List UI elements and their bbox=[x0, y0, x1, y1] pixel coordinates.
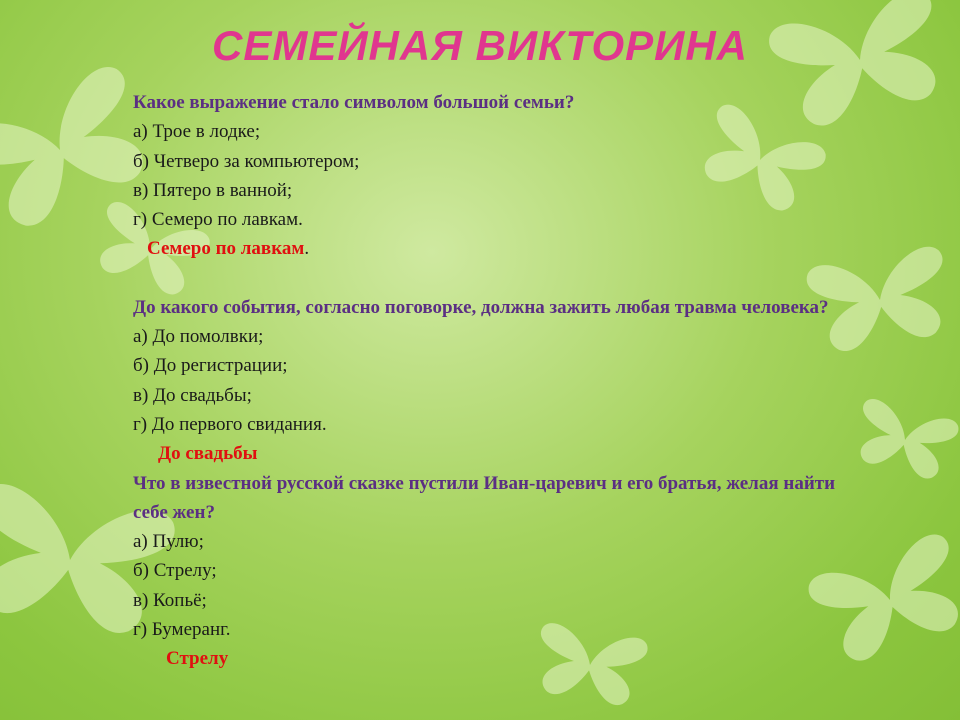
option-item: а) Трое в лодке; bbox=[133, 121, 261, 143]
option-item: а) До помолвки; bbox=[133, 326, 264, 348]
question-text: Что в известной русской сказке пустили Иван-царевич и его братья, желая найти себе жен? bbox=[133, 472, 836, 523]
answer-line bbox=[133, 439, 853, 468]
butterfly-icon bbox=[849, 397, 960, 484]
option-item: б) Четверо за компьютером; bbox=[133, 150, 360, 172]
answer-text: Стрелу bbox=[166, 648, 229, 670]
option-item: б) Стрелу; bbox=[133, 560, 217, 582]
answer-line bbox=[133, 234, 853, 263]
question-text: Какое выражение стало символом большой семьи? bbox=[133, 92, 575, 113]
option-item: б) До регистрации; bbox=[133, 355, 288, 377]
option-item: г) Бумеранг. bbox=[133, 619, 231, 641]
quiz-content bbox=[133, 88, 853, 674]
option-item: а) Пулю; bbox=[133, 531, 204, 553]
question-block bbox=[133, 469, 853, 674]
option-item: в) Пятеро в ванной; bbox=[133, 179, 293, 201]
option-item: г) Семеро по лавкам. bbox=[133, 209, 303, 231]
answer-line bbox=[133, 644, 853, 673]
slide-title: СЕМЕЙНАЯ ВИКТОРИНА bbox=[211, 22, 749, 69]
question-block bbox=[133, 88, 853, 264]
answer-suffix: . bbox=[304, 238, 310, 260]
question-text: До какого события, согласно поговорке, должна зажить любая травма человека? bbox=[133, 296, 829, 318]
option-item: в) Копьё; bbox=[133, 589, 207, 611]
answer-text: Семеро по лавкам bbox=[147, 238, 305, 260]
option-item: в) До свадьбы; bbox=[133, 384, 252, 406]
answer-text: До свадьбы bbox=[158, 443, 258, 465]
spacer bbox=[133, 264, 853, 293]
option-item: г) До первого свидания. bbox=[133, 413, 327, 435]
question-block bbox=[133, 293, 853, 469]
